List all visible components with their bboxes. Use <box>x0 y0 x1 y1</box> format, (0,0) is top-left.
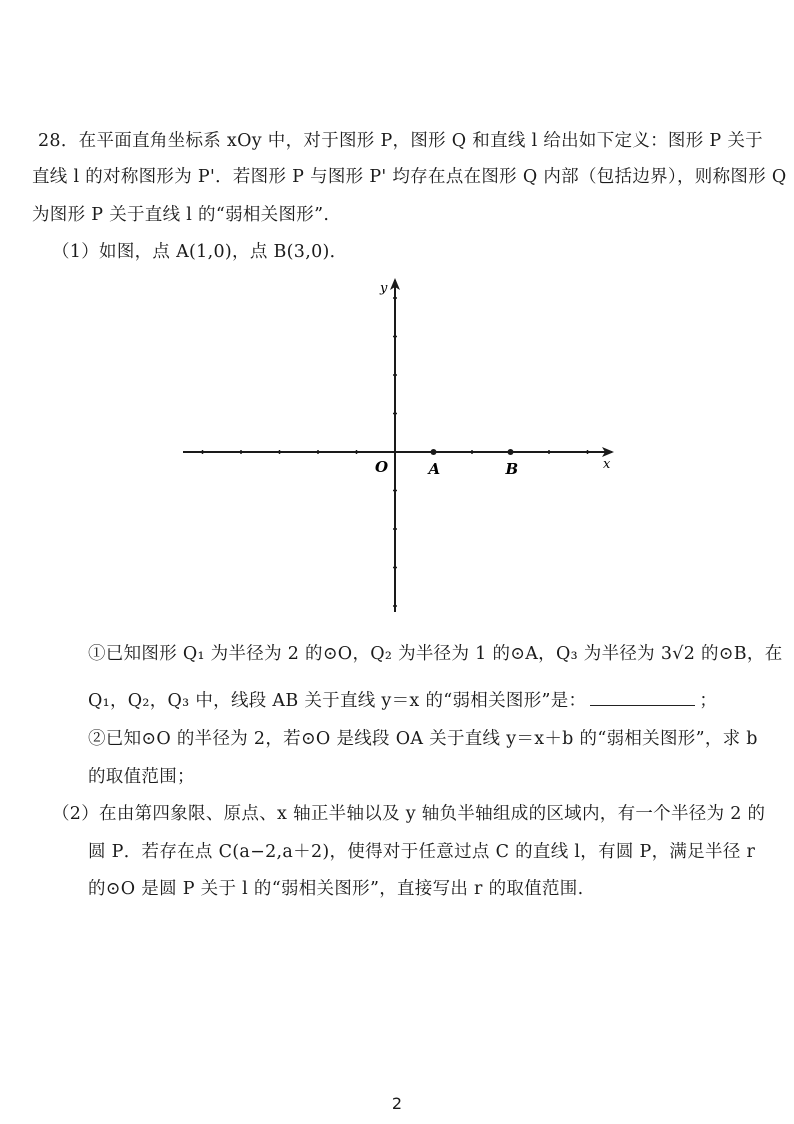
problem-line-3: 为图形 P 关于直线 l 的“弱相关图形”. <box>32 205 330 225</box>
sub1-line-1: ①已知图形 Q₁ 为半径为 2 的⊙O，Q₂ 为半径为 1 的⊙A，Q₃ 为半径为 3√2 的⊙B，在 <box>88 644 783 664</box>
point-label-b: B <box>505 460 519 478</box>
point-b <box>508 449 514 455</box>
problem-line-1: 28．在平面直角坐标系 xOy 中，对于图形 P，图形 Q 和直线 l 给出如下定义：图形 P 关于 <box>38 131 763 151</box>
x-axis-label: x <box>603 457 611 472</box>
answer-blank[interactable] <box>590 691 695 706</box>
sub2-line-1: ②已知⊙O 的半径为 2，若⊙O 是线段 OA 关于直线 y＝x＋b 的“弱相关图形”，求 b <box>88 729 758 749</box>
part2-line-3: 的⊙O 是圆 P 关于 l 的“弱相关图形”，直接写出 r 的取值范围. <box>88 879 584 899</box>
y-axis-label: y <box>380 281 388 296</box>
page-number: 2 <box>391 1094 403 1113</box>
origin-label: O <box>375 458 389 476</box>
sub1-line-2-end: ； <box>699 691 718 711</box>
problem-line-2: 直线 l 的对称图形为 P'．若图形 P 与图形 P' 均存在点在图形 Q 内部（包括边界），则称图形 Q <box>32 167 787 187</box>
sub2-line-2: 的取值范围； <box>88 767 195 787</box>
sub1-line-2 <box>88 687 717 712</box>
part2-line-1: （2）在由第四象限、原点、x 轴正半轴以及 y 轴负半轴组成的区域内，有一个半径为 2 的 <box>52 804 766 824</box>
sub1-line-2-text: Q₁，Q₂，Q₃ 中，线段 AB 关于直线 y＝x 的“弱相关图形”是： <box>88 691 587 711</box>
part1-intro: （1）如图，点 A(1,0)，点 B(3,0)． <box>52 242 348 262</box>
point-label-a: A <box>428 460 441 478</box>
point-a <box>431 449 437 455</box>
part2-line-2: 圆 P．若存在点 C(a−2,a＋2)，使得对于任意过点 C 的直线 l，有圆 P，满足半径 r <box>88 842 756 862</box>
